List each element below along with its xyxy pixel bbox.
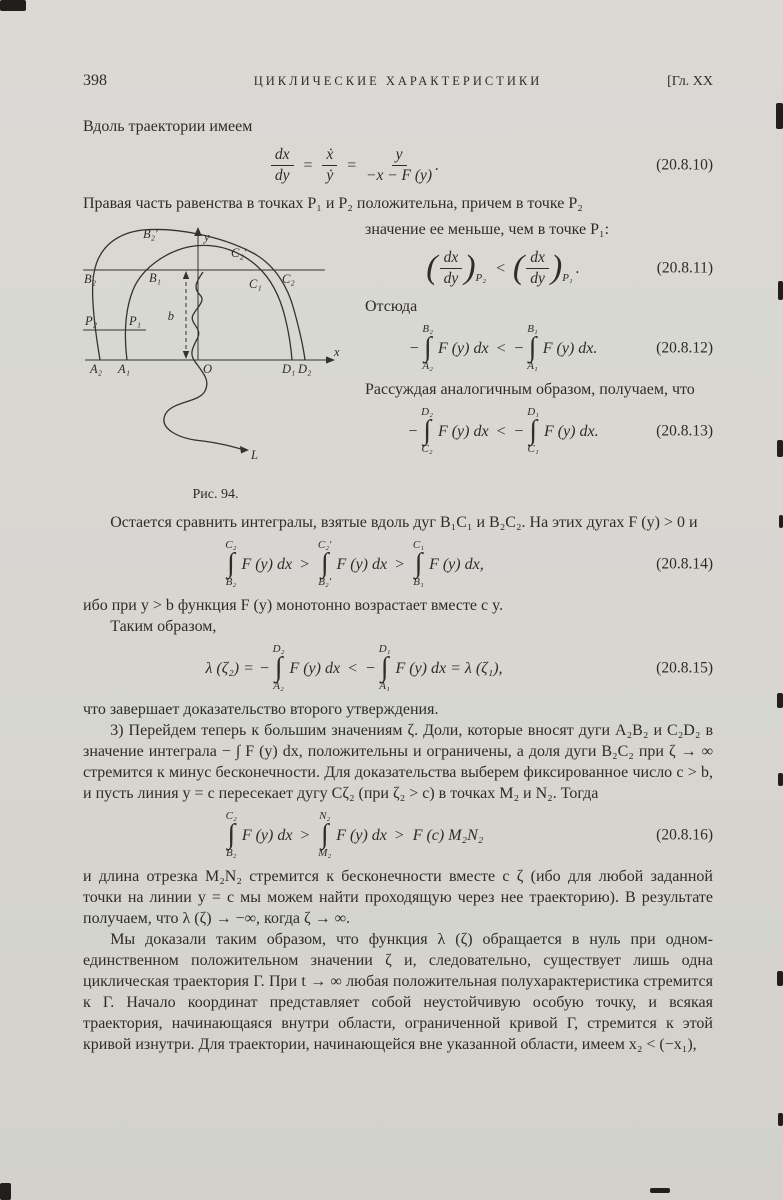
equals-sign: = — [302, 156, 314, 174]
running-title: ЦИКЛИЧЕСКИЕ ХАРАКТЕРИСТИКИ — [253, 74, 543, 88]
running-head — [83, 70, 713, 92]
integral-upper-limit: N₂ — [319, 810, 331, 822]
figure-94 — [83, 219, 365, 505]
minus-sign: − — [364, 659, 376, 677]
fraction: $\frac{dx}{dy}$ — [526, 249, 549, 287]
equation-20-8-11 — [365, 247, 713, 289]
scan-artifact — [777, 693, 783, 708]
paragraph: ибо при y > b функция F (y) монотонно возрастает вместе с y. — [83, 597, 504, 614]
equation-20-8-14 — [83, 540, 713, 588]
integral-lower-limit: A₂ — [422, 360, 433, 372]
left-paren: ( — [426, 248, 438, 286]
b-arrow-bottom — [183, 351, 189, 359]
right-paren: ) — [550, 248, 563, 286]
paragraph-intro: Вдоль траектории имеем — [83, 118, 253, 135]
figure-text-columns — [83, 219, 713, 505]
integral-lower-limit: B₂ — [225, 847, 237, 859]
equation-body: $\frac{dx}{dy}$ = $\frac{\text{ẋ}}{\text{ẏ}}$ = $\frac{y}{-x - F (y)}$ . — [269, 146, 439, 184]
scan-artifact — [0, 1183, 11, 1200]
paragraph: Таким образом, — [110, 618, 217, 635]
scan-artifact — [778, 1113, 783, 1126]
equals-sign: = — [346, 156, 357, 174]
page-number: 398 — [83, 72, 107, 89]
figure-label-c2: C₂ — [282, 272, 295, 286]
minus-sign: − — [258, 659, 270, 677]
integral-lower-limit: B₂ — [225, 576, 237, 588]
equation-body — [407, 407, 598, 455]
integral-lower-limit: B₁ — [413, 576, 424, 588]
b-arrow-top — [183, 271, 189, 279]
integral-upper-limit: C₁ — [412, 539, 425, 551]
figure-label-b-height: b — [167, 309, 174, 323]
equation-body — [225, 811, 484, 859]
integral-group: − D₁ ∫ A₁ F (y) dx = λ (ζ₁), — [364, 643, 503, 692]
right-paren: ) — [464, 248, 476, 286]
integral-sign: ∫ — [423, 415, 431, 446]
figure-label-b2: B₂ — [84, 272, 96, 286]
integral-sign: ∫ — [274, 652, 283, 683]
figure-label-l: L — [251, 448, 258, 462]
equation-20-8-12 — [365, 324, 713, 372]
figure-label-a2: A₂ — [90, 362, 102, 376]
fraction: $\frac{y}{-x - F (y)}$ — [366, 146, 433, 184]
equation-body — [409, 324, 598, 372]
integral-upper-limit: C₂′ — [317, 539, 332, 551]
rhs-expression: F (c) M₂N₂ — [412, 826, 484, 844]
integral-lower-limit: C₂ — [421, 443, 433, 455]
figure-label-c1: C₁ — [249, 277, 262, 291]
equation-20-8-16 — [83, 811, 713, 859]
paragraph: 3) Перейдем теперь к большим значениям ζ. Доли, которые вносят дуги A₂B₂ и C₂D₂ в значение интеграла − ∫ F (y) dx, положительны и ограничены, а доля дуги B₂C₂ при ζ → ∞ стремится к минус бесконечности. Для доказательства выберем фиксированное число c > b, и пусть линия y = c пересекает дугу Cζ₂ (при ζ₂ > c) в точках M₂ и N₂. Тогда — [83, 722, 713, 802]
equation-20-8-15 — [83, 644, 713, 692]
equation-number: (20.8.14) — [656, 555, 713, 573]
integral-lower-limit: A₁ — [379, 680, 390, 692]
scan-artifact — [776, 103, 783, 129]
trajectory-outer — [93, 229, 305, 360]
integral-sign: ∫ — [227, 819, 236, 850]
less-than-sign: < — [495, 339, 507, 357]
integral-sign: ∫ — [529, 415, 537, 446]
figure-label-d2: D₂ — [298, 362, 312, 376]
figure-label-x-axis: x — [334, 345, 340, 359]
integral-upper-limit: D₂ — [421, 406, 433, 418]
greater-than-sign: > — [393, 826, 405, 844]
integral-lower-limit: C₁ — [527, 443, 539, 455]
minus-sign: − — [407, 422, 419, 440]
fraction: $\frac{\text{ẋ}}{\text{ẏ}}$ — [322, 146, 337, 184]
integral-group: C₁ ∫ B₁ F (y) dx, — [412, 539, 484, 588]
spiral-arrowhead — [240, 446, 249, 454]
integral-lower-limit: M₂ — [318, 847, 332, 859]
left-paren: ( — [512, 248, 525, 286]
integral-upper-limit: C₂ — [225, 810, 237, 822]
integral-group: − D₁ ∫ C₁ F (y) dx. — [513, 406, 599, 455]
integral-lower-limit: A₂ — [273, 680, 284, 692]
equation-number: (20.8.13) — [656, 422, 713, 440]
integral-upper-limit: D₁ — [527, 406, 539, 418]
figure-caption: Рис. 94. — [192, 487, 239, 502]
integral-sign: ∫ — [227, 548, 235, 579]
integral-lower-limit: B₂′ — [318, 576, 332, 588]
greater-than-sign: > — [299, 826, 311, 844]
paragraph: Мы доказали таким образом, что функция λ (ζ) обращается в нуль при одном-единственном положительном значении ζ и, следовательно, существует лишь одна циклическая траектория Γ. При t → ∞ любая положительная полухарактеристика стремится к Γ. Начало координат представляет собой неустойчивую особую точку, и всякая траектория, начинающаяся внутри области, ограниченной кривой Γ, стремится к этой кривой изнутри. Для траектории, начинающейся вне указанной области, имеем x₂ < (−x₁), — [83, 931, 713, 1053]
integral-sign: ∫ — [380, 652, 389, 683]
scan-artifact — [777, 971, 783, 986]
figure-label-b1: B₁ — [149, 271, 161, 285]
integral-group: C₂ ∫ B₂ F (y) dx — [225, 539, 293, 588]
figure-label-p1: P₁ — [129, 314, 141, 328]
greater-than-sign: > — [299, 555, 310, 573]
equation-20-8-10 — [83, 144, 713, 186]
y-axis-arrowhead — [194, 227, 202, 236]
equation-number: (20.8.10) — [656, 156, 713, 174]
integral-sign: ∫ — [414, 548, 423, 579]
less-than-sign: < — [347, 659, 358, 677]
integral-group: C₂ ∫ B₂ F (y) dx — [225, 810, 293, 859]
integral-sign: ∫ — [528, 332, 537, 363]
integral-sign: ∫ — [320, 819, 329, 850]
paragraph: значение ее меньше, чем в точке P₁: — [365, 221, 610, 238]
paragraph: Остается сравнить интегралы, взятые вдоль дуг B₁C₁ и B₂C₂. На этих дугах F (y) > 0 и — [110, 514, 698, 531]
integral-group: − B₁ ∫ A₁ F (y) dx. — [513, 323, 598, 372]
scan-artifact — [778, 773, 783, 786]
scan-artifact — [777, 440, 783, 457]
minus-sign: − — [513, 422, 525, 440]
subscript: P₂ — [475, 271, 487, 284]
paragraph: и длина отрезка M₂N₂ стремится к бесконечности вместе с ζ (ибо для любой заданной точки на линии y = c мы можем найти проходящую через нее траекторию). В результате получаем, что λ (ζ) → −∞, когда ζ → ∞. — [83, 868, 713, 927]
greater-than-sign: > — [394, 555, 405, 573]
figure-label-a1: A₁ — [118, 362, 130, 376]
scan-artifact — [778, 281, 783, 300]
integral-upper-limit: B₂ — [422, 323, 433, 335]
figure-label-c2-prime: C₂′ — [231, 246, 247, 260]
paragraph: Рассуждая аналогичным образом, получаем, что — [365, 381, 695, 398]
minus-sign: − — [408, 339, 420, 357]
equation-number: (20.8.11) — [656, 259, 713, 277]
scan-artifact — [650, 1188, 670, 1193]
fraction: $\frac{dx}{dy}$ — [440, 249, 463, 287]
chapter-ref: [Гл. XX — [667, 74, 713, 89]
figure-label-origin: O — [203, 362, 213, 376]
integral-upper-limit: D₁ — [378, 643, 391, 655]
paragraph: что завершает доказательство второго утверждения. — [83, 701, 439, 718]
equation-number: (20.8.16) — [656, 826, 713, 844]
fraction: $\frac{dx}{dy}$ — [271, 146, 294, 184]
less-than-sign: < — [495, 422, 507, 440]
integral-upper-limit: C₂ — [225, 539, 237, 551]
minus-sign: − — [513, 339, 525, 357]
scan-artifact — [0, 0, 26, 11]
equation-body — [205, 644, 502, 692]
integral-lower-limit: A₁ — [527, 360, 538, 372]
integral-group: N₂ ∫ M₂ F (y) dx — [318, 810, 387, 859]
paragraph: Правая часть равенства в точках P₁ и P₂ положительна, причем в точке P₂ — [83, 195, 583, 212]
right-column — [365, 219, 713, 505]
integral-upper-limit: D₂ — [272, 643, 285, 655]
integral-sign: ∫ — [320, 548, 329, 579]
less-than-sign: < — [495, 259, 506, 277]
integral-group: − B₂ ∫ A₂ F (y) dx — [408, 323, 489, 372]
figure-label-p2: P₂ — [85, 314, 97, 328]
equation-number: (20.8.15) — [656, 659, 713, 677]
equation-body — [224, 540, 483, 588]
figure-label-d1: D₁ — [282, 362, 296, 376]
integral-group: − D₂ ∫ C₂ F (y) dx — [407, 406, 489, 455]
lambda-lead: λ (ζ₂) = — [205, 659, 254, 677]
figure-label-y-axis: y — [204, 230, 210, 244]
subscript: P₁ — [562, 271, 573, 284]
figure-label-b2-prime: B₂′ — [143, 227, 158, 241]
paragraph: Отсюда — [365, 298, 418, 315]
equation-number: (20.8.12) — [656, 339, 713, 357]
equation-20-8-13 — [365, 407, 713, 455]
phase-portrait-figure — [83, 225, 348, 470]
integral-sign: ∫ — [423, 332, 432, 363]
scan-artifact — [779, 515, 783, 528]
integral-upper-limit: B₁ — [527, 323, 538, 335]
integral-group: C₂′ ∫ B₂′ F (y) dx — [317, 539, 388, 588]
equation-body: ( $\frac{dx}{dy}$ ) P₂ < ( $\frac{dx}{dy}$ ) P₁ . — [426, 249, 579, 287]
integral-group: − D₂ ∫ A₂ F (y) dx — [258, 643, 341, 692]
